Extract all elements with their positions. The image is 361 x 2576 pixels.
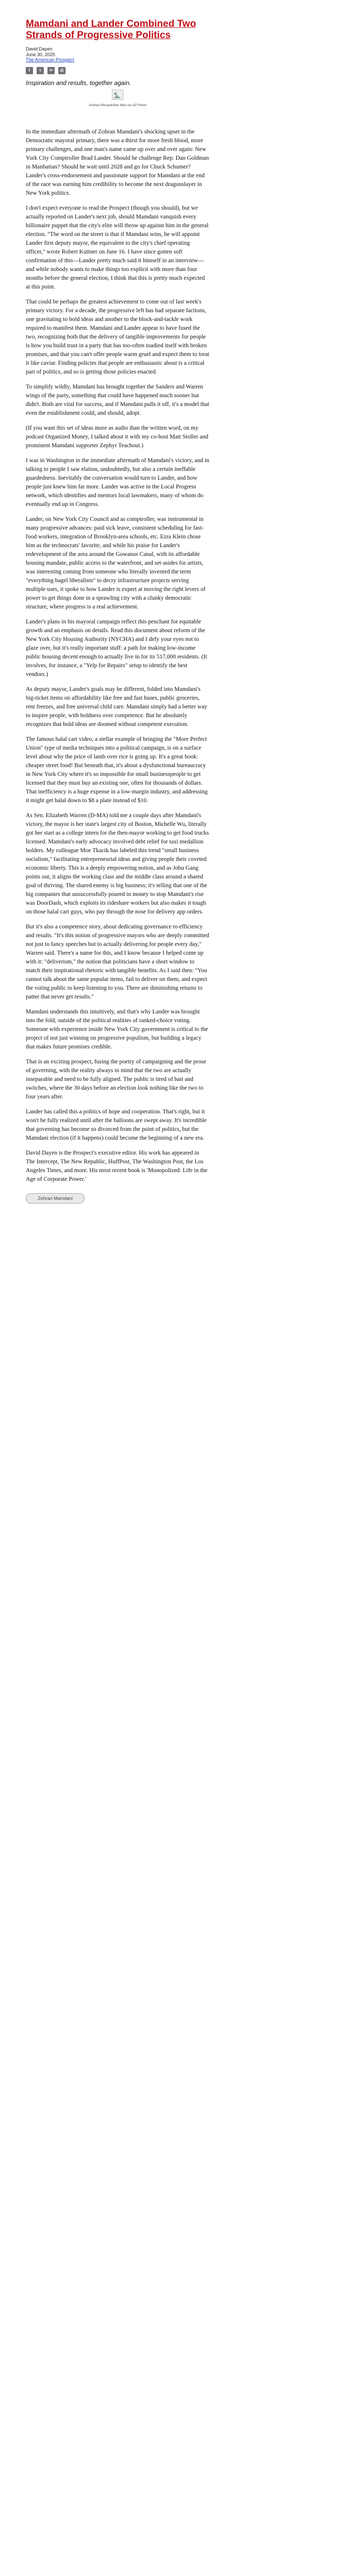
article-body [26,128,209,1184]
paragraph: Lander, on New York City Council and as comptroller, was instrumental in many progressive advances: paid sick leave, consistent scheduling for fast-food workers, integration of Brooklyn-area schools, etc. Ezra Klein chose him as the technocrats' favorite, and while his praise for Lander's redevelopment of the area around the Gowanus Canal, with its affordable housing mandate, public access to the waterfront, and set-asides for artists, was interesting coming from someone who literally invented the term "everything bagel liberalism" to decry infrastructure projects serving multiple uses, it spoke to how Lander is expert at moving the right levers of power to get things done in a sprawling city with a clunky democratic structure, where progress is a real achievement. [26,516,206,610]
paragraph: In the immediate aftermath of Zohran Mamdani's shocking upset in the Democratic mayoral primary, there was a thirst for more fresh blood, more primary challenges, and one man's name came up over and over again: New York City Comptroller Brad Lander. Should he challenge Rep. Dan Goldman in Manhattan? Should he wait until 2028 and go for Chuck Schumer? Lander's cross-endorsement and passionate support for Mamdani at the end of the race was earning him credibility to become the next dragonslayer in New York politics. [26,128,209,196]
paragraph: I was in Washington in the immediate aftermath of Mamdani's victory, and in talking to people I saw elation, undoubtedly, but also a certain ineffable guardedness. Inevitably the conversation would turn to Lander, and how people just knew him far more. Lander was active in the Local Progress network, which identifies and mentors local lawmakers, many of whom do eventually end up in Congress. [26,457,209,507]
byline [26,46,209,63]
paragraph: Mamdani understands this intuitively, and that's why Lander was brought into the fold, outside of the political realities of ranked-choice voting. Someone with experience inside New York City government is critical to the project of not just winning on progressive populism, but building a legacy that makes future promises credible. [26,1008,208,1050]
hero-image [26,90,209,107]
topic-tag-button[interactable]: Zohran Mamdani [26,1193,85,1204]
paragraph: As Sen. Elizabeth Warren (D-MA) told me a couple days after Mamdani's victory, the mayor is her state's largest city of Boston, Michelle Wu, literally got her start as a college intern for the then-mayor working to get food trucks licensed. Mamdani's early advocacy involved debt relief for taxi medallion holders. My colleague Moe Tkacik has labeled this trend "small business socialism," facilitating entrepreneurial ideas and giving people their coveted economic liberty. This is a deeply empowering notion, and as Jobu Gang points out, it aligns the working class and the middle class around a shared goal of thriving. The shared enemy is big business; it's telling that one of the big companies that unsuccessfully poured in money to stop Mamdani's rise was DoorDash, which exploits its rideshare workers but also makes it tough on those halal cart guys, who pay through the nose for delivery app orders. [26,812,209,915]
paragraph: Lander's plans in his mayoral campaign reflect this penchant for equitable growth and an emphasis on details. Read this document about reform of the New York City Housing Authority (NYCHA) and I defy your eyes not to glaze over, but it's really important stuff: a path for making low-income public housing decent enough to actually live in for its 517,000 residents. (It involves, for instance, a "Yelp for Repairs" setup to identify the best vendors.) [26,618,207,677]
article-title[interactable]: Mamdani and Lander Combined Two Strands of Progressive Politics [26,19,196,41]
email-icon[interactable]: ✉ [47,67,55,74]
paragraph: That could be perhaps the greatest achievement to come out of last week's primary victory. For a decade, the progressive left has had separate factions, one gravitating to bold ideas and another to the block-and-tackle work required to manifest them. Mamdani and Lander appear to have fused the two, recognizing both that the delivery of tangible improvements for people is how you build trust in a party that has too-often toadied itself with broken promises, and that you can't offer people warm gruel and expect them to treat it like caviar. Finding policies that people are enthusiastic about is a critical part of politics, and so is getting those policies enacted. [26,298,209,375]
author-bio: David Dayen is the Prospect's executive editor. His work has appeared in The Intercept, The New Republic, HuffPost, The Washington Post, the Los Angeles Times, and more. His most recent book is 'Monopolized: Life in the Age of Corporate Power.' [26,1149,208,1182]
publish-date: June 30, 2025 [26,52,56,57]
article-tagline: Inspiration and results, together again. [26,79,132,87]
author-name: David Dayen [26,46,53,52]
paragraph: As deputy mayor, Lander's goals may be different, folded into Mamdani's big-ticket items on affordability like free and fast buses, public groceries, rent freezes, and free universal child care. Mamdani simply had a better way to inspire people, with boldness over competence. But he absolutely recognizes that bold ideas are doomed without competent execution. [26,686,207,727]
article [26,0,209,1204]
twitter-icon[interactable]: t [37,67,44,74]
paragraph: That is an exciting prospect, fusing the poetry of campaigning and the prose of governing, with the reality always in mind that the two are actually inseparable and need to be fully aligned. The public is tired of bait and switches, where the 30 days before an election look nothing like the two to four years after. [26,1058,206,1100]
paragraph: To simplify wildly, Mamdani has brought together the Sanders and Warren wings of the party, something that could have happened much sooner but didn't. Both are vital for success, and if Mamdani pulls it off, it's a model that even the establishment could, and should, adopt. [26,383,209,416]
paragraph: Lander has called this a politics of hope and cooperation. That's right, but it won't be fully realized until after the balloons are swept away. It's incredible that governing has become so divorced from the point of politics, but the Mamdani election (if it happens) could become the beginning of a new era. [26,1108,207,1141]
photo-caption: Andrea Renault/Star Max via AP Photo [89,103,146,107]
publication-link[interactable]: The American Prospect [26,57,74,62]
share-bar [26,67,209,74]
paragraph: But it's also a competence story, about dedicating governance to efficiency and results. "It's this notion of progressive mayors who are deeply committed not just to fancy speeches but to actually delivering for people every day," Warren said. There's a name for this, and I know because I helped come up with it: "deliverism," the notion that politicians have a short window to match their inspirational rhetoric with tangible benefits. As I said then: "You cannot talk about the same popular items, fail to deliver on them, and expect the voting public to keep listening to you. There are diminishing returns to patter that never get results." [26,923,209,1000]
print-icon[interactable]: ⎙ [58,67,65,74]
paragraph: (If you want this set of ideas more as audio than the written word, on my podcast Organized Money, I talked about it with my co-host Matt Stoller and prominent Mamdani supporter Zephyr Teachout.) [26,425,208,449]
paragraph: The famous halal cart video, a stellar example of bringing the "More Perfect Union" type of media techniques into a political campaign, is on a surface level about why the price of lamb over rice is going up. It's a great hook: cheaper street food! But beneath that, it's about a dysfunctional bureaucracy in New York City where it's so impossible for small businesspeople to get licensed that they must buy an existing one, often for thousands of dollars. That inefficiency is a huge expense in a low-margin industry, and addressing it might get halal down to $8 a plate instead of $10. [26,736,208,804]
facebook-icon[interactable]: f [26,67,33,74]
paragraph: I don't expect everyone to read the Prospect (though you should), but we actually reported on Lander's next job, should Mamdani vanquish every billionaire puppet that the city's elite will throw up against him in the general election. "The word on the street is that if Mamdani wins, he will appoint Lander first deputy mayor, the equivalent to the city's chief operating officer," wrote Robert Kuttner on June 16. I have since gotten soft confirmation of this—Lander pretty much said it himself in an interview—and while nobody wants to make things too explicit with more than four months before the general election, I think that this is pretty much expected at this point. [26,205,209,290]
tag-row [26,1190,209,1204]
image-placeholder-icon [112,90,123,100]
